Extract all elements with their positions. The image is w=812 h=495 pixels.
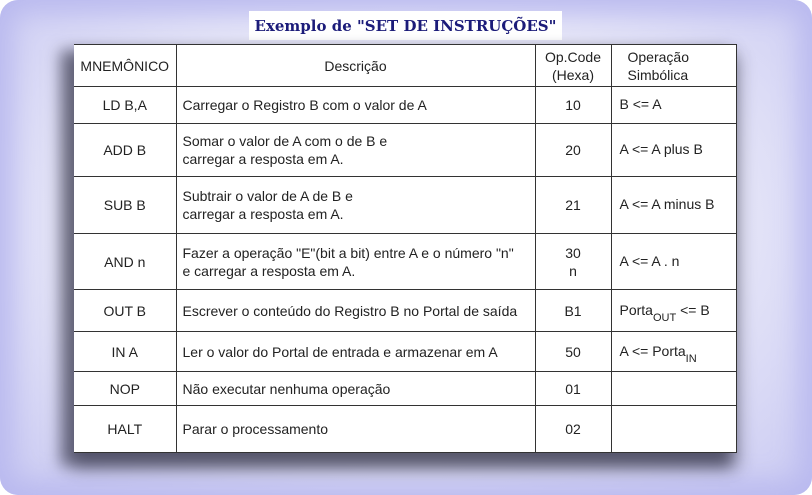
header-operation: Operação Simbólica [611,45,736,87]
table-row [74,406,736,453]
page-title: Exemplo de "SET DE INSTRUÇÕES" [249,11,562,40]
table-row [74,332,736,372]
table-row [74,177,736,234]
cell-mnemonic: OUT B [74,290,176,332]
cell-opcode: 30 n [535,234,611,290]
header-description: Descrição [176,45,535,87]
cell-description: Subtrair o valor de A de B e carregar a resposta em A. [176,177,535,234]
table-row [74,124,736,177]
cell-opcode: B1 [535,290,611,332]
table-header-row [74,45,736,87]
table-row [74,290,736,332]
table-row [74,87,736,124]
cell-description: Parar o processamento [176,406,535,453]
cell-description: Ler o valor do Portal de entrada e armazenar em A [176,332,535,372]
cell-description: Escrever o conteúdo do Registro B no Portal de saída [176,290,535,332]
cell-opcode: 21 [535,177,611,234]
cell-description: Carregar o Registro B com o valor de A [176,87,535,124]
cell-symbolic-operation: A <= Porta$_{IN}$ [611,332,736,372]
cell-description: Fazer a operação "E"(bit a bit) entre A e o número "n" e carregar a resposta em A. [176,234,535,290]
table-body [74,87,736,453]
cell-description: Somar o valor de A com o de B e carregar a resposta em A. [176,124,535,177]
cell-symbolic-operation: Porta$_{OUT}$ <= B [611,290,736,332]
cell-mnemonic: SUB B [74,177,176,234]
instruction-set-table [74,44,737,453]
header-mnemonic: MNEMÔNICO [74,45,176,87]
table-row [74,234,736,290]
cell-opcode: 20 [535,124,611,177]
cell-symbolic-operation: A <= A . n [611,234,736,290]
cell-symbolic-operation: A <= A plus B [611,124,736,177]
cell-symbolic-operation [611,406,736,453]
table-row [74,372,736,406]
cell-opcode: 50 [535,332,611,372]
instruction-table-container [74,44,736,452]
cell-mnemonic: HALT [74,406,176,453]
cell-description: Não executar nenhuma operação [176,372,535,406]
cell-mnemonic: NOP [74,372,176,406]
cell-mnemonic: AND n [74,234,176,290]
cell-mnemonic: ADD B [74,124,176,177]
cell-symbolic-operation [611,372,736,406]
cell-mnemonic: IN A [74,332,176,372]
cell-opcode: 10 [535,87,611,124]
header-opcode: Op.Code (Hexa) [535,45,611,87]
cell-symbolic-operation: B <= A [611,87,736,124]
cell-opcode: 02 [535,406,611,453]
cell-opcode: 01 [535,372,611,406]
cell-symbolic-operation: A <= A minus B [611,177,736,234]
cell-mnemonic: LD B,A [74,87,176,124]
